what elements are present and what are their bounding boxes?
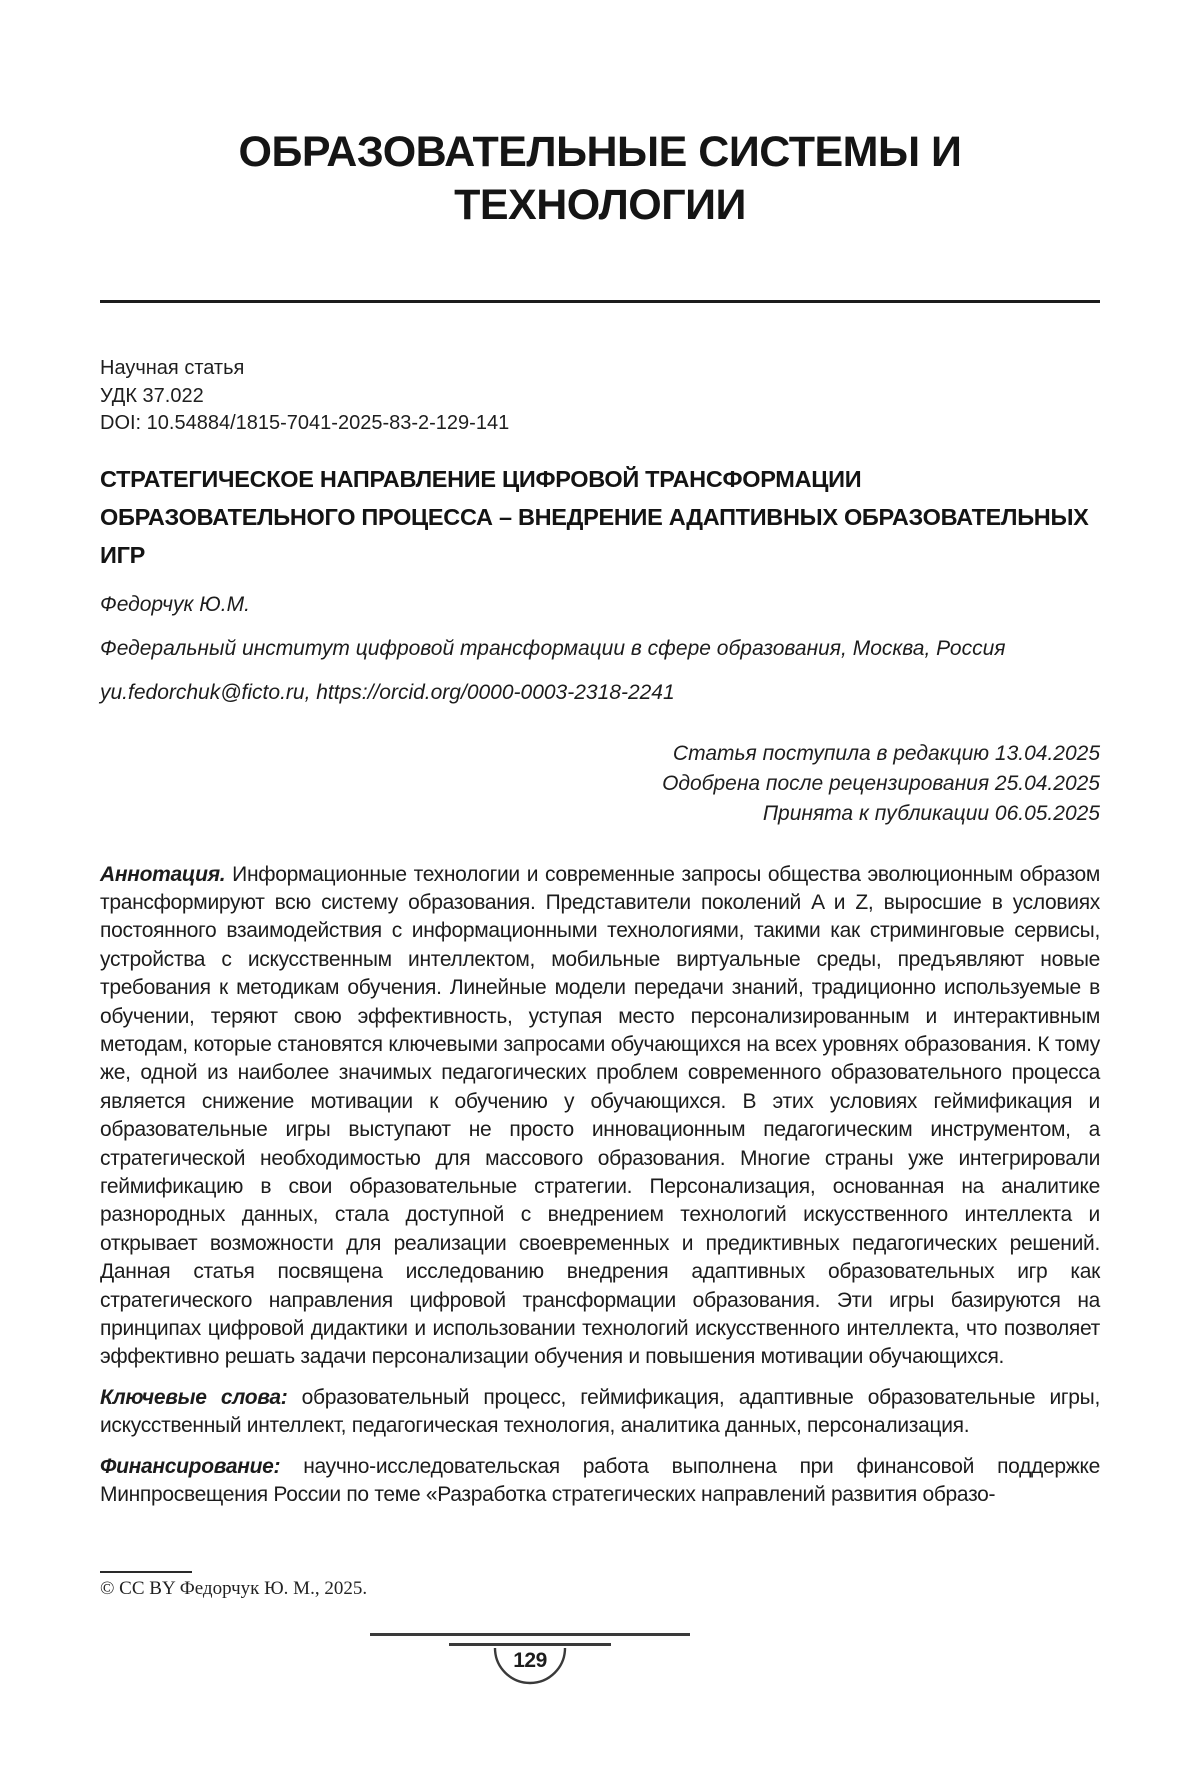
ornament-line-long	[370, 1633, 690, 1636]
page-number: 129	[513, 1649, 547, 1672]
article-dates	[100, 739, 1100, 829]
keywords-text: образовательный процесс, геймификация, адаптивные образовательные игры, искусственный интеллект, педагогическая технология, аналитика данных, персонализация.	[100, 1385, 1100, 1438]
section-divider-rule	[100, 300, 1100, 303]
page-content	[100, 0, 1100, 1509]
funding-label: Финансирование:	[100, 1454, 281, 1478]
author-contact: yu.fedorchuk@ficto.ru, https://orcid.org/0000-0003-2318-2241	[100, 680, 675, 704]
article-title: СТРАТЕГИЧЕСКОЕ НАПРАВЛЕНИЕ ЦИФРОВОЙ ТРАНСФОРМАЦИИ ОБРАЗОВАТЕЛЬНОГО ПРОЦЕССА – ВНЕДРЕНИЕ АДАПТИВНЫХ ОБРАЗОВАТЕЛЬНЫХ ИГР	[100, 465, 1089, 568]
keywords-label: Ключевые слова:	[100, 1385, 288, 1409]
article-type: Научная статья	[100, 357, 245, 379]
funding-text: научно-исследовательская работа выполнена при финансовой поддержке Минпросвещения России по теме «Разработка стратегических направлений развития образо-	[100, 1454, 1100, 1507]
article-meta	[100, 355, 1100, 438]
funding-paragraph	[100, 1453, 1100, 1510]
abstract-text: Информационные технологии и современные запросы общества эволюционным образом трансформируют всю систему образования. Представители поколений A и Z, выросшие в условиях постоянного взаимодействия с информационными технологиями, такими как стриминговые сервисы, устройства с искусственным интеллектом, мобильные виртуальные среды, предъявляют новые требования к методикам обучения. Линейные модели передачи знаний, традиционно используемые в обучении, теряют свою эффективность, уступая место персонализированным и интерактивным методам, которые становятся ключевыми запросами обучающихся на всех уровнях образования. К тому же, одной из наиболее значимых педагогических проблем современного образовательного процесса является снижение мотивации к обучению у обучающихся. В этих условиях геймификация и образовательные игры выступают не просто инновационным педагогическим инструментом, а стратегической необходимостью для массового образования. Многие страны уже интегрировали геймификацию в свои образовательные стратегии. Персонализация, основанная на аналитике разнородных данных, стала доступной с внедрением технологий искусственного интеллекта и открывает возможности для реализации своевременных и предиктивных педагогических решений. Данная статья посвящена исследованию внедрения адаптивных образовательных игр как стратегического направления цифровой трансформации образования. Эти игры базируются на принципах цифровой дидактики и использовании технологий искусственного интеллекта, что позволяет эффективно решать задачи персонализации обучения и повышения мотивации обучающихся.	[100, 862, 1100, 1369]
doi: DOI: 10.54884/1815-7041-2025-83-2-129-141	[100, 412, 510, 434]
footnote-rule	[100, 1571, 192, 1573]
abstract-paragraph	[100, 861, 1100, 1372]
ornament-line-short	[449, 1643, 611, 1646]
received-date: Статья поступила в редакцию 13.04.2025	[672, 741, 1100, 765]
udc-code: УДК 37.022	[100, 384, 204, 407]
page-number-bowl	[490, 1647, 570, 1693]
author-name: Федорчук Ю.М.	[100, 592, 250, 616]
keywords-paragraph	[100, 1384, 1100, 1441]
copyright-note: © CC BY Федорчук Ю. М., 2025.	[100, 1578, 368, 1599]
page-number-ornament	[370, 1633, 690, 1693]
journal-section-title: ОБРАЗОВАТЕЛЬНЫЕ СИСТЕМЫ И ТЕХНОЛОГИИ	[238, 128, 962, 229]
accepted-date: Принята к публикации 06.05.2025	[762, 801, 1100, 825]
author-affiliation: Федеральный институт цифровой трансформации в сфере образования, Москва, Россия	[100, 636, 1006, 660]
revised-date: Одобрена после рецензирования 25.04.2025	[662, 771, 1100, 795]
abstract-label: Аннотация.	[100, 862, 226, 886]
